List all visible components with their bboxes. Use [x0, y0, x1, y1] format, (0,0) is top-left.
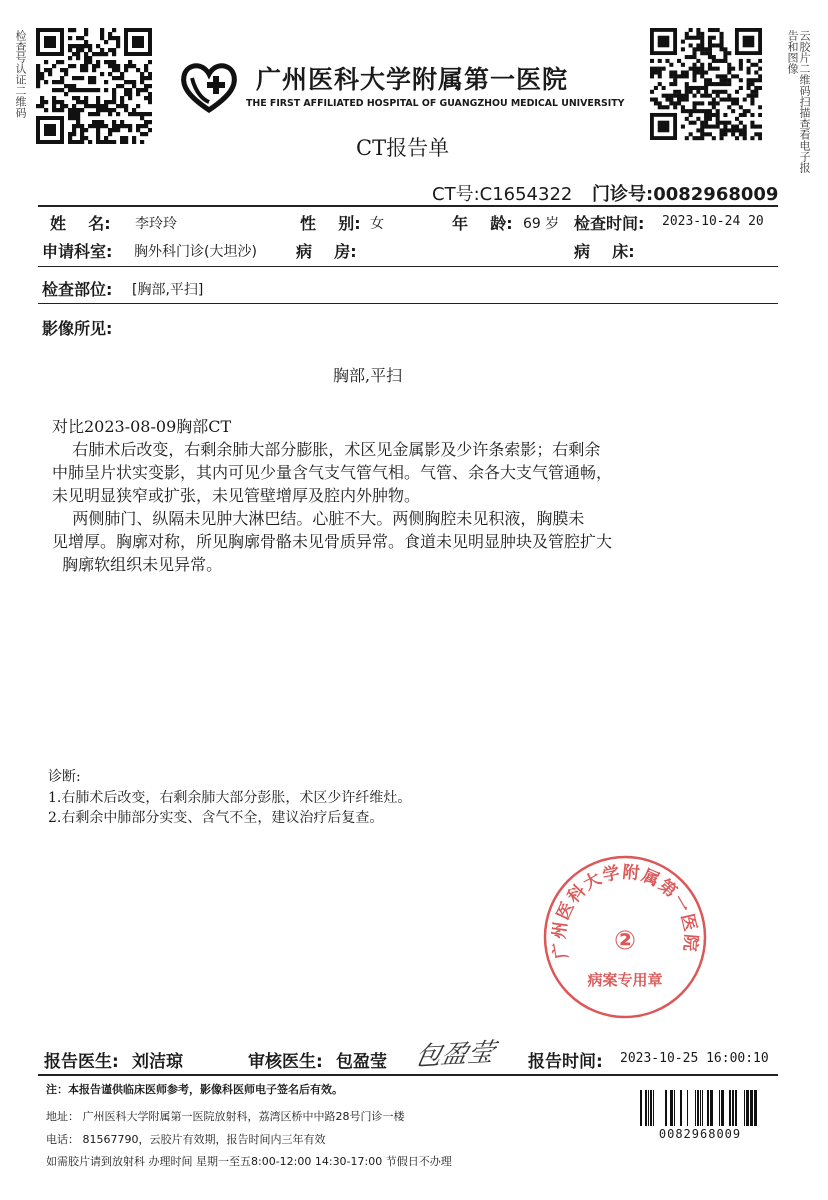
- ward-label: 病 房:: [296, 242, 357, 261]
- qr-code-left-image: [36, 28, 152, 144]
- qr-code-right-image: [650, 28, 762, 144]
- barcode[interactable]: [638, 1090, 762, 1126]
- hospital-name-en: THE FIRST AFFILIATED HOSPITAL OF GUANGZHOU MEDICAL UNIVERSITY: [246, 98, 625, 109]
- outpatient-number: 门诊号:0082968009: [592, 184, 779, 205]
- exam-part-label: 检查部位:: [42, 280, 113, 299]
- findings-line: 见增厚。胸廓对称，所见胸廓骨骼未见骨质异常。食道未见明显肿块及管腔扩大: [52, 532, 613, 551]
- divider-patient: [38, 266, 778, 267]
- report-title: CT报告单: [356, 136, 450, 160]
- footer-phone: 电话： 81567790，云胶片有效期，报告时间内三年有效: [46, 1133, 326, 1146]
- findings-label: 影像所见:: [42, 319, 113, 338]
- diagnosis-list: [48, 788, 768, 828]
- gender-value: 女: [370, 216, 384, 232]
- reviewing-doctor: 包盈莹: [336, 1052, 387, 1072]
- footer-hours: 如需胶片请到放射科 办理时间 星期一至五8:00-12:00 14:30-17:00 节假日不办理: [46, 1155, 452, 1168]
- qr-right-caption: 云胶片二维码扫描查看电子报告和图像: [786, 30, 811, 173]
- gender-label: 性 别:: [300, 214, 361, 233]
- footer-note: 注：本报告谨供临床医师参考，影像科医师电子签名后有效。: [46, 1083, 343, 1096]
- stamp-ring-text: 广州医科大学附属第一医院: [549, 862, 701, 961]
- reviewing-doctor-label: 审核医生:: [248, 1052, 323, 1072]
- qr-left-caption: 检查号认证二维码: [14, 30, 27, 118]
- name-label: 姓 名:: [50, 214, 111, 233]
- findings-line: 两侧肺门、纵隔未见肿大淋巴结。心脏不大。两侧胸腔未见积液，胸膜未: [52, 509, 585, 528]
- diagnosis-label: 诊断:: [48, 769, 81, 785]
- dept-value: 胸外科门诊(大坦沙): [134, 244, 257, 260]
- findings-body: [52, 415, 792, 576]
- qr-code-left[interactable]: [36, 28, 152, 144]
- age-value: 69 岁: [523, 216, 560, 232]
- ct-number: CT号:C1654322: [432, 184, 573, 205]
- reporting-doctor-label: 报告医生:: [44, 1052, 119, 1072]
- barcode-bars: [638, 1090, 762, 1126]
- report-time: 2023-10-25 16:00:10: [620, 1051, 769, 1066]
- qr-code-right[interactable]: [650, 28, 762, 144]
- divider-bottom: [38, 1074, 778, 1076]
- name-value: 李玲玲: [135, 216, 177, 232]
- hospital-logo: [178, 60, 240, 114]
- age-label: 年 龄:: [452, 214, 513, 233]
- exam-time-value: 2023-10-24 20: [662, 214, 764, 229]
- reporting-doctor: 刘洁琼: [132, 1052, 183, 1072]
- exam-part-value: [胸部,平扫]: [132, 282, 204, 298]
- stamp-bottom: 病案专用章: [587, 971, 663, 989]
- exam-time-label: 检查时间:: [574, 214, 645, 233]
- stamp-center: ②: [613, 926, 637, 956]
- footer-address: 地址： 广州医科大学附属第一医院放射科，荔湾区桥中中路28号门诊一楼: [46, 1110, 405, 1123]
- findings-line: 右肺术后改变，右剩余肺大部分膨胀，术区见金属影及少许条索影；右剩余: [52, 440, 601, 459]
- diagnosis-item: 1.右肺术后改变，右剩余肺大部分彭胀，术区少许纤维灶。: [48, 790, 412, 806]
- divider-exam-part: [38, 303, 778, 304]
- findings-line: 胸廓软组织未见异常。: [52, 555, 223, 574]
- findings-line: 未见明显狭窄或扩张，未见管壁增厚及腔内外肿物。: [52, 486, 421, 505]
- hospital-stamp: [540, 852, 710, 1022]
- bed-label: 病 床:: [574, 242, 635, 261]
- signature: 包盈莹: [412, 1037, 497, 1073]
- findings-line: 中肺呈片状实变影，其内可见少量含气支气管气相。气管、余各大支气管通畅，: [52, 463, 613, 482]
- hospital-name-cn: 广州医科大学附属第一医院: [256, 65, 569, 94]
- barcode-number: 0082968009: [658, 1127, 742, 1141]
- findings-center-title: 胸部,平扫: [333, 366, 403, 385]
- diagnosis-item: 2.右剩余中肺部分实变、含气不全，建议治疗后复查。: [48, 810, 384, 826]
- findings-line: 对比2023-08-09胸部CT: [52, 417, 232, 436]
- divider-top: [38, 205, 778, 207]
- report-time-label: 报告时间:: [528, 1052, 603, 1072]
- dept-label: 申请科室:: [42, 242, 113, 261]
